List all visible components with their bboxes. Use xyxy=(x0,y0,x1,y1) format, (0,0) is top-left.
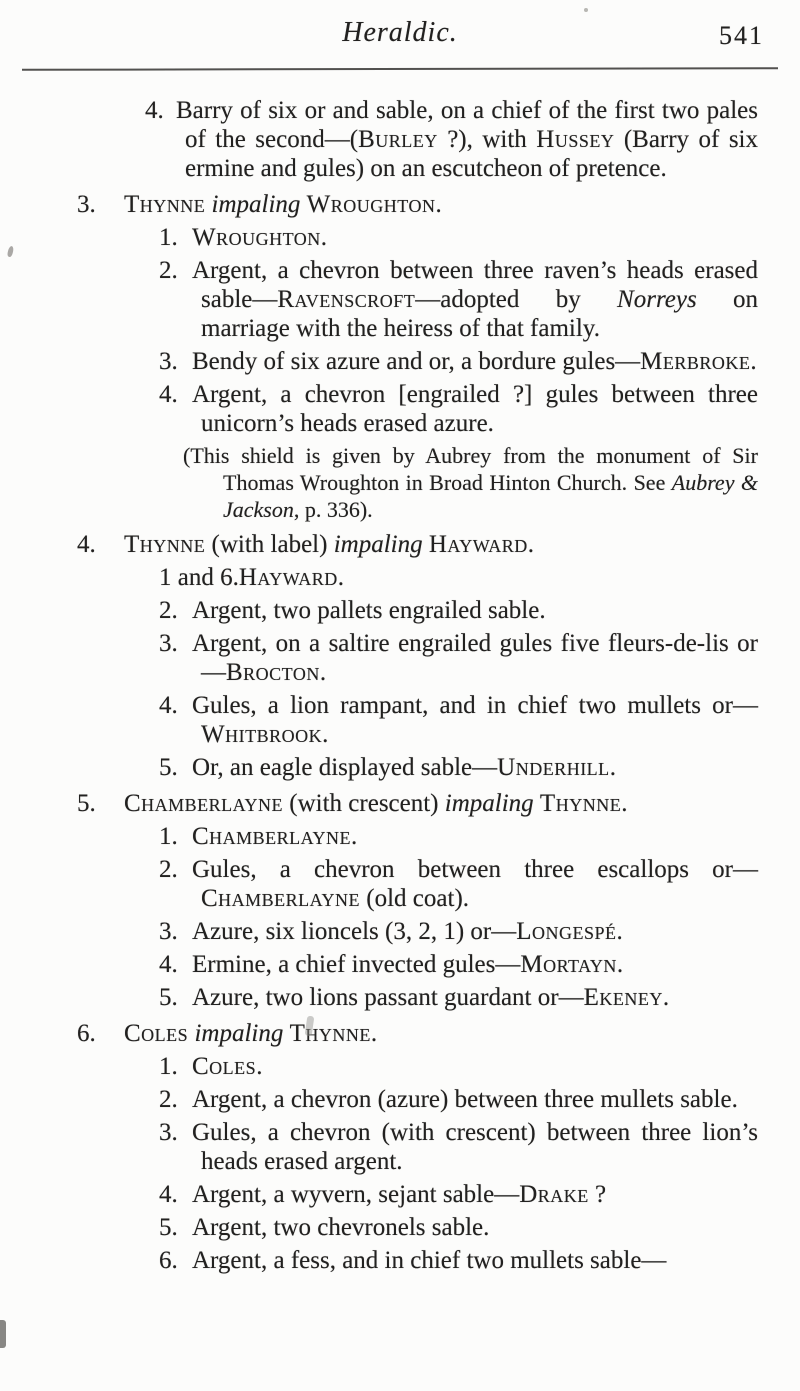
page-header xyxy=(0,18,800,54)
entry-text: Chamberlayne (with crescent) impaling Thynne. xyxy=(124,790,628,817)
entry xyxy=(0,563,758,592)
entry xyxy=(0,950,758,979)
entry xyxy=(0,753,758,782)
entry-text: Coles impaling Thynne. xyxy=(124,1020,378,1047)
entry-text: Hayward. xyxy=(238,564,345,591)
entry-number: 5. xyxy=(159,984,178,1011)
entry xyxy=(0,1052,758,1081)
entry-text: Argent, a chevron (azure) between three mullets sable. xyxy=(192,1086,738,1113)
entries xyxy=(0,70,800,1275)
entry xyxy=(0,822,758,851)
entry-text: Ermine, a chief invected gules—Mortayn. xyxy=(192,951,624,978)
entry xyxy=(0,190,758,219)
entry xyxy=(0,347,758,376)
entry xyxy=(0,96,758,183)
entry-number: 4. xyxy=(159,381,178,408)
entry-text: Thynne impaling Wroughton. xyxy=(124,191,442,218)
entry-number: 4. xyxy=(159,692,178,719)
entry-text: (This shield is given by Aubrey from the monument of Sir Thomas Wroughton in Broad Hinton Church. See Aubrey & Jackson, p. 336). xyxy=(183,443,758,522)
entry xyxy=(0,1180,758,1209)
entry xyxy=(0,917,758,946)
entry-text: Bendy of six azure and or, a bordure gules—Merbroke. xyxy=(192,348,757,375)
entry-text: Argent, on a saltire engrailed gules five fleurs-de-lis or—Brocton. xyxy=(192,630,758,686)
entry xyxy=(0,983,758,1012)
entry xyxy=(0,1213,758,1242)
entry-text: Gules, a chevron between three escallops or—Chamberlayne (old coat). xyxy=(192,856,758,912)
entry-number: 1. xyxy=(159,1053,178,1080)
entry-text: Argent, a chevron between three raven’s heads erased sable—Ravenscroft—adopted by Norreys on marriage with the heiress of that family. xyxy=(192,257,759,342)
entry xyxy=(0,629,758,687)
entry-text: Coles. xyxy=(192,1053,263,1080)
entry-text: Argent, two pallets engrailed sable. xyxy=(192,597,546,624)
entry-text: Wroughton. xyxy=(192,224,328,251)
entry-number: 3. xyxy=(159,630,178,657)
entry xyxy=(0,596,758,625)
entry xyxy=(0,1019,758,1048)
entry-number: 4. xyxy=(77,531,96,558)
entry-text: Argent, two chevronels sable. xyxy=(192,1214,490,1241)
entry-number: 3. xyxy=(159,918,178,945)
entry xyxy=(0,380,758,438)
entry-number: 5. xyxy=(159,1214,178,1241)
entry-number: 1. xyxy=(159,823,178,850)
entry xyxy=(0,1085,758,1114)
entry-text: Argent, a chevron [engrailed ?] gules between three unicorn’s heads erased azure. xyxy=(192,381,758,437)
entry-number: 3. xyxy=(159,348,178,375)
margin-mark xyxy=(0,1320,6,1348)
entry-number: 2. xyxy=(159,597,178,624)
entry-number: 4. xyxy=(159,1181,178,1208)
ink-speck xyxy=(584,8,588,12)
entry xyxy=(0,1118,758,1176)
entry-number: 3. xyxy=(159,1119,178,1146)
entry-text: Azure, two lions passant guardant or—Ekeney. xyxy=(192,984,670,1011)
entry-text: Barry of six or and sable, on a chief of the first two pales of the second—(Burley ?), with Hussey (Barry of six ermine and gules) on an escutcheon of pretence. xyxy=(176,97,758,182)
entry-number: 5. xyxy=(77,790,96,817)
entry xyxy=(0,691,758,749)
entry-number: 2. xyxy=(159,257,178,284)
entry-number: 3. xyxy=(77,191,96,218)
entry-number: 2. xyxy=(159,1086,178,1113)
entry-number: 6. xyxy=(77,1020,96,1047)
entry-number: 4. xyxy=(145,97,164,124)
entry-text: Gules, a chevron (with crescent) between three lion’s heads erased argent. xyxy=(192,1119,758,1175)
entry-number: 1. xyxy=(159,224,178,251)
entry-note xyxy=(0,442,758,523)
page-title: Heraldic. xyxy=(342,17,458,48)
entry-number: 4. xyxy=(159,951,178,978)
entry-text: Argent, a fess, and in chief two mullets sable— xyxy=(192,1247,667,1274)
page-number: 541 xyxy=(719,21,764,50)
entry-text: Argent, a wyvern, sejant sable—Drake ? xyxy=(192,1181,607,1208)
entry xyxy=(0,1246,758,1275)
entry xyxy=(0,223,758,252)
entry-text: Gules, a lion rampant, and in chief two mullets or—Whitbrook. xyxy=(192,692,758,748)
entry-text: Or, an eagle displayed sable—Underhill. xyxy=(192,754,616,781)
entry-number: 5. xyxy=(159,754,178,781)
entry-text: Azure, six lioncels (3, 2, 1) or—Longespé. xyxy=(192,918,623,945)
entry xyxy=(0,256,758,343)
entry-number: 6. xyxy=(159,1247,178,1274)
entry-number: 2. xyxy=(159,856,178,883)
entry xyxy=(0,855,758,913)
entry-text: Chamberlayne. xyxy=(192,823,358,850)
entry xyxy=(0,530,758,559)
entry-number: 1 and 6. xyxy=(159,564,239,591)
entry xyxy=(0,789,758,818)
entry-text: Thynne (with label) impaling Hayward. xyxy=(124,531,535,558)
